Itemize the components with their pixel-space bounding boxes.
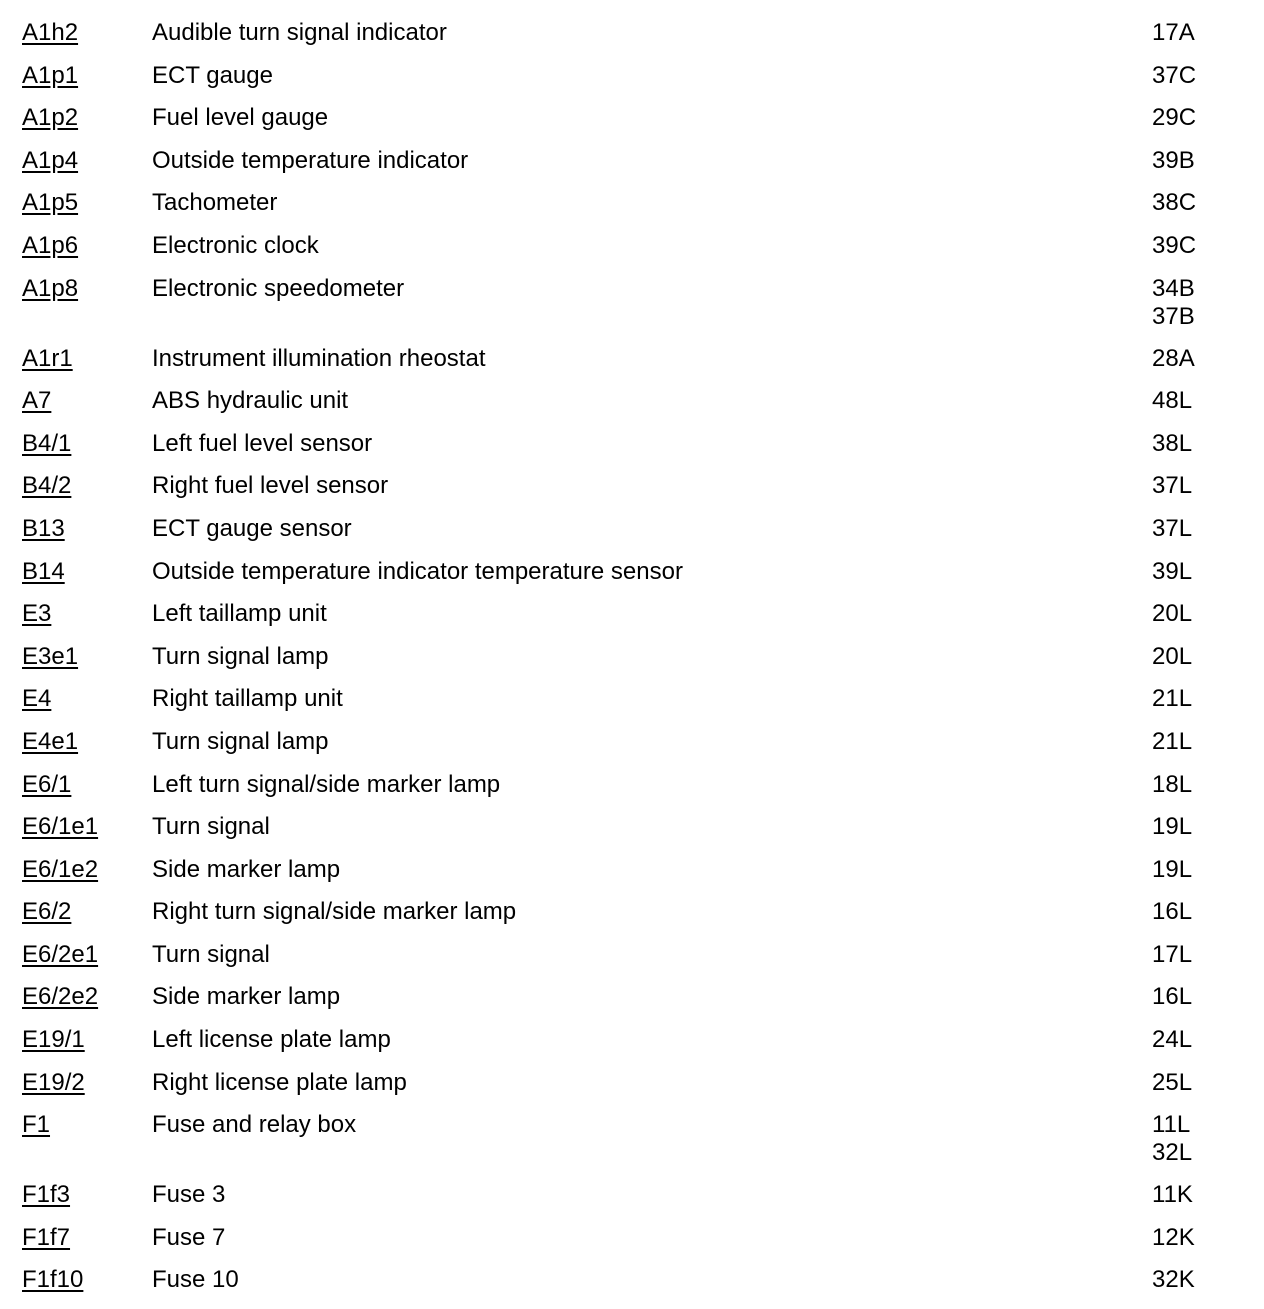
legend-row: [22, 430, 1252, 473]
component-description: Left taillamp unit: [152, 600, 327, 628]
grid-references: [1152, 1181, 1193, 1209]
grid-references: [1152, 345, 1195, 373]
component-code-link[interactable]: F1f7: [22, 1223, 71, 1251]
component-code-link[interactable]: A7: [22, 387, 52, 415]
grid-reference: 17L: [1152, 940, 1193, 968]
grid-reference: 37C: [1152, 61, 1197, 89]
grid-reference: 19L: [1152, 813, 1193, 841]
component-description: Audible turn signal indicator: [152, 19, 447, 46]
grid-references: [1152, 856, 1192, 884]
grid-references: [1152, 728, 1192, 756]
grid-reference: 39L: [1152, 557, 1193, 585]
grid-references: [1152, 19, 1195, 47]
component-code-link[interactable]: A1p1: [22, 61, 79, 89]
component-description: ABS hydraulic unit: [152, 387, 349, 415]
component-description: Turn signal: [152, 940, 270, 968]
legend-row: [22, 771, 1252, 814]
grid-references: [1152, 472, 1192, 500]
component-description: Fuse 3: [152, 1181, 226, 1209]
component-code-link[interactable]: E6/2e1: [22, 940, 99, 968]
component-description: ECT gauge sensor: [152, 514, 352, 542]
legend-row: [22, 983, 1252, 1026]
component-code-link[interactable]: E6/1e2: [22, 855, 99, 883]
grid-references: [1152, 232, 1196, 260]
component-description: Turn signal lamp: [152, 642, 329, 670]
component-code-link[interactable]: A1p2: [22, 104, 79, 132]
grid-references: [1152, 643, 1192, 671]
component-code-link[interactable]: E4: [22, 685, 52, 713]
legend-row: [22, 941, 1252, 984]
grid-reference: 19L: [1152, 855, 1193, 883]
grid-references: [1152, 898, 1192, 926]
component-description: Side marker lamp: [152, 983, 341, 1011]
grid-reference: 39B: [1152, 146, 1195, 174]
legend-row: [22, 345, 1252, 388]
component-description: Tachometer: [152, 189, 278, 217]
component-description: Right turn signal/side marker lamp: [152, 898, 517, 926]
component-description: Turn signal lamp: [152, 727, 329, 755]
grid-references: [1152, 515, 1192, 543]
component-description: Right fuel level sensor: [152, 472, 389, 500]
component-description: Electronic clock: [152, 231, 319, 259]
legend-row: [22, 856, 1252, 899]
grid-reference: 48L: [1152, 387, 1193, 415]
component-description: Left fuel level sensor: [152, 429, 373, 457]
grid-reference: 25L: [1152, 1068, 1193, 1096]
grid-reference: 16L: [1152, 898, 1193, 926]
legend-row: [22, 600, 1252, 643]
component-description: Outside temperature indicator: [152, 146, 469, 174]
grid-reference: 17A: [1152, 19, 1195, 46]
legend-row: [22, 62, 1252, 105]
component-code-link[interactable]: B4/1: [22, 429, 72, 457]
component-code-link[interactable]: E6/1: [22, 770, 72, 798]
grid-references: [1152, 430, 1192, 458]
grid-reference: 11K: [1152, 1181, 1193, 1209]
grid-reference: 37L: [1152, 514, 1193, 542]
component-description: Fuse 10: [152, 1266, 239, 1294]
component-description: Turn signal: [152, 813, 270, 841]
component-description: Fuse 7: [152, 1223, 226, 1251]
legend-row: [22, 813, 1252, 856]
grid-reference: 38C: [1152, 189, 1197, 217]
component-code-link[interactable]: E3: [22, 600, 52, 628]
legend-row: [22, 1266, 1252, 1309]
component-description: Fuel level gauge: [152, 104, 329, 132]
component-code-link[interactable]: E3e1: [22, 642, 79, 670]
grid-references: [1152, 1069, 1192, 1097]
component-description: Right license plate lamp: [152, 1068, 407, 1096]
legend-row: [22, 898, 1252, 941]
grid-references: [1152, 813, 1192, 841]
grid-reference: 24L: [1152, 1026, 1193, 1054]
grid-references: [1152, 771, 1192, 799]
component-code-link[interactable]: A1p6: [22, 231, 79, 259]
grid-reference: 34B: [1152, 274, 1195, 302]
legend-row: [22, 728, 1252, 771]
legend-row: [22, 515, 1252, 558]
legend-row: [22, 685, 1252, 728]
component-description: Instrument illumination rheostat: [152, 344, 486, 372]
component-code-link[interactable]: B13: [22, 514, 65, 542]
component-description: Outside temperature indicator temperature sensor: [152, 557, 683, 585]
grid-references: [1152, 387, 1192, 415]
grid-reference: 21L: [1152, 685, 1193, 713]
component-code-link[interactable]: A1r1: [22, 344, 73, 372]
legend-row: [22, 1111, 1252, 1181]
component-code-link[interactable]: A1p5: [22, 189, 79, 217]
legend-row: [22, 472, 1252, 515]
component-description: Left turn signal/side marker lamp: [152, 770, 501, 798]
grid-references: [1152, 1026, 1192, 1054]
legend-row: [22, 104, 1252, 147]
legend-row: [22, 189, 1252, 232]
grid-reference: 18L: [1152, 770, 1193, 798]
grid-reference: 20L: [1152, 600, 1193, 628]
grid-reference: 38L: [1152, 429, 1193, 457]
grid-references: [1152, 1224, 1195, 1252]
grid-reference: 37L: [1152, 472, 1193, 500]
component-code-link[interactable]: A1p8: [22, 274, 79, 302]
grid-reference: 32L: [1152, 1139, 1193, 1167]
component-code-link[interactable]: B14: [22, 557, 65, 585]
grid-references: [1152, 189, 1196, 217]
legend-row: [22, 147, 1252, 190]
legend-row: [22, 1224, 1252, 1267]
component-code-link[interactable]: E19/1: [22, 1026, 85, 1054]
component-code-link[interactable]: E4e1: [22, 727, 79, 755]
component-code-link[interactable]: E6/2: [22, 898, 72, 926]
grid-reference: 29C: [1152, 104, 1197, 132]
component-code-link[interactable]: F1f10: [22, 1266, 84, 1294]
component-code-link[interactable]: E6/2e2: [22, 983, 99, 1011]
component-description: Left license plate lamp: [152, 1026, 391, 1054]
grid-references: [1152, 147, 1195, 175]
grid-reference: 21L: [1152, 727, 1193, 755]
grid-references: [1152, 983, 1192, 1011]
legend-row: [22, 558, 1252, 601]
component-code-link[interactable]: B4/2: [22, 472, 72, 500]
grid-references: [1152, 62, 1196, 90]
legend-row: [22, 275, 1252, 345]
grid-references: [1152, 941, 1192, 969]
legend-row: [22, 1069, 1252, 1112]
grid-references: [1152, 1111, 1192, 1167]
grid-reference: 37B: [1152, 302, 1195, 330]
legend-row: [22, 1026, 1252, 1069]
component-code-link[interactable]: A1h2: [22, 19, 79, 46]
component-description: Fuse and relay box: [152, 1111, 357, 1139]
grid-references: [1152, 275, 1195, 331]
component-description: Right taillamp unit: [152, 685, 343, 713]
grid-reference: 20L: [1152, 642, 1193, 670]
legend-row: [22, 387, 1252, 430]
component-description: ECT gauge: [152, 61, 273, 89]
grid-references: [1152, 558, 1192, 586]
grid-reference: 12K: [1152, 1223, 1195, 1251]
grid-reference: 28A: [1152, 344, 1195, 372]
grid-reference: 32K: [1152, 1266, 1195, 1294]
component-code-link[interactable]: F1: [22, 1111, 51, 1139]
legend-row: [22, 1181, 1252, 1224]
component-code-link[interactable]: F1f3: [22, 1181, 71, 1209]
component-code-link[interactable]: A1p4: [22, 146, 79, 174]
grid-reference: 39C: [1152, 231, 1197, 259]
grid-reference: 11L: [1152, 1111, 1191, 1139]
component-description: Side marker lamp: [152, 855, 341, 883]
legend-row: [22, 643, 1252, 686]
component-code-link[interactable]: E6/1e1: [22, 813, 99, 841]
component-legend-list: [22, 19, 1252, 1309]
grid-references: [1152, 1266, 1195, 1294]
legend-row: [22, 19, 1252, 62]
grid-reference: 16L: [1152, 983, 1193, 1011]
legend-row: [22, 232, 1252, 275]
component-description: Electronic speedometer: [152, 274, 405, 302]
grid-references: [1152, 104, 1196, 132]
component-code-link[interactable]: E19/2: [22, 1068, 85, 1096]
grid-references: [1152, 685, 1192, 713]
grid-references: [1152, 600, 1192, 628]
